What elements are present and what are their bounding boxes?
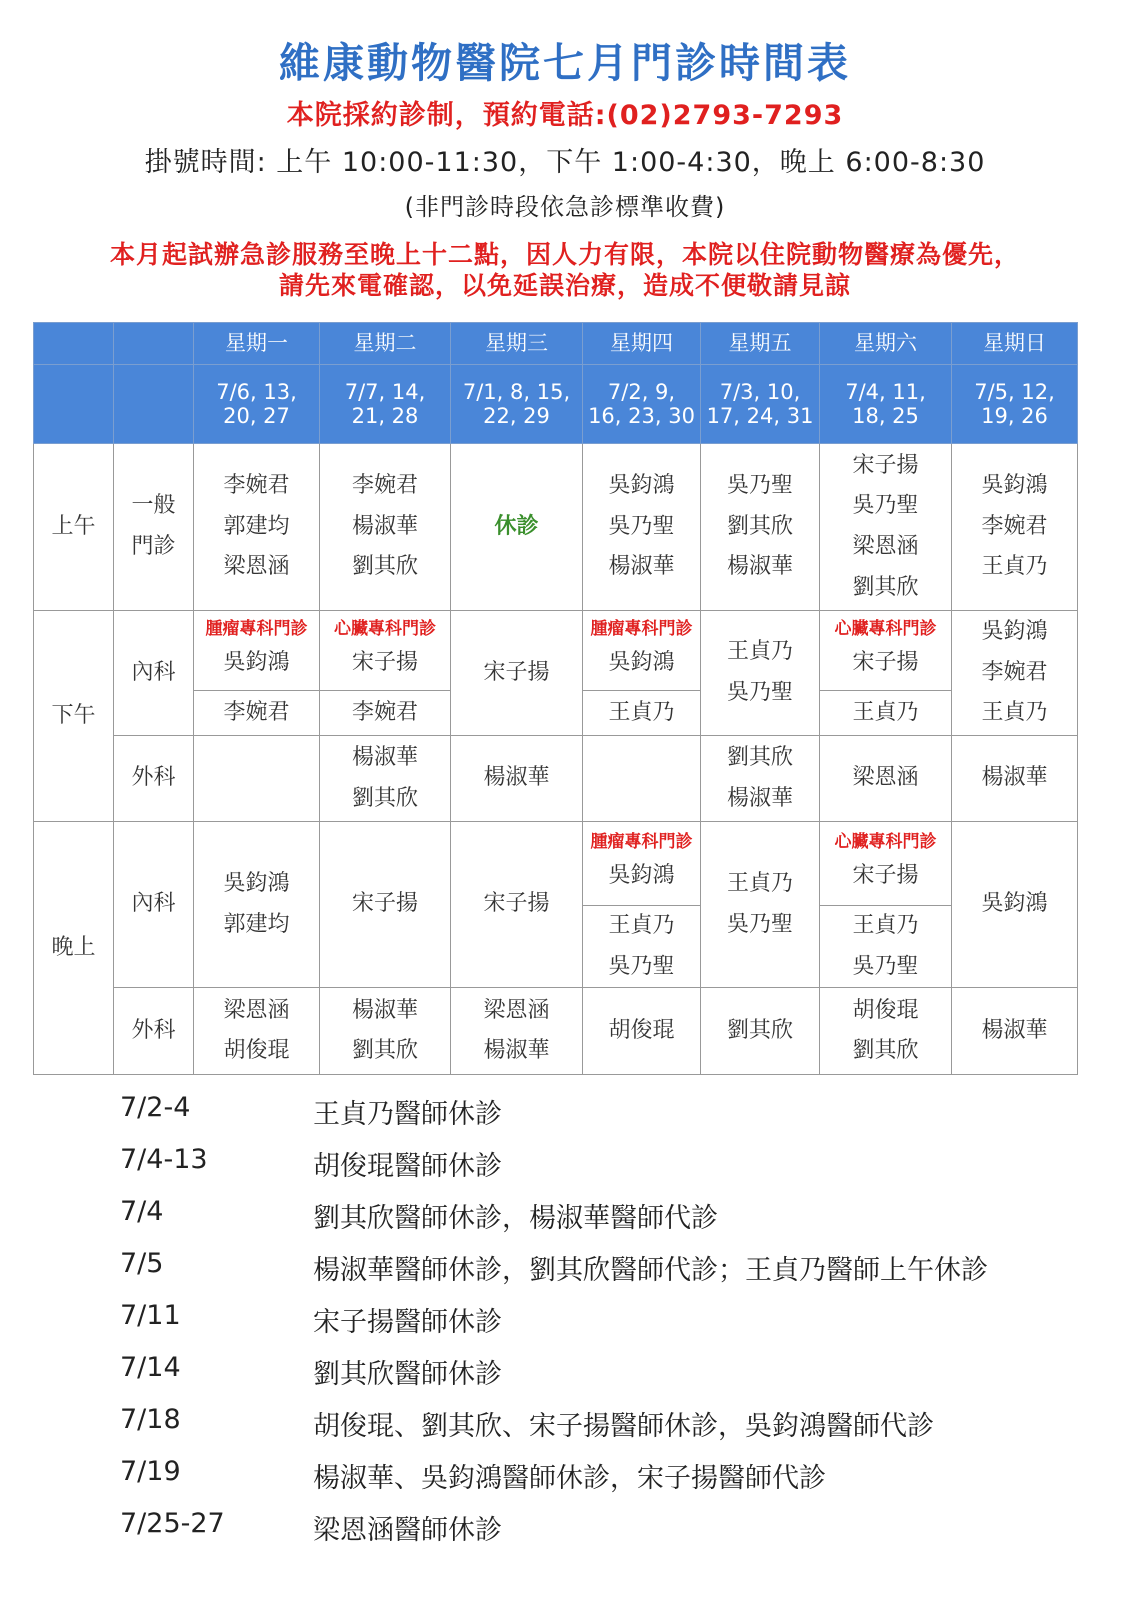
header-corner	[114, 365, 194, 444]
weekday-header-row	[34, 323, 1078, 365]
schedule-cell: 胡俊琨	[583, 988, 701, 1075]
schedule-cell: 王貞乃 吳乃聖	[701, 611, 820, 736]
day-sun: 星期日	[952, 323, 1078, 365]
schedule-cell: 宋子揚	[451, 611, 583, 736]
dates-thu: 7/2, 9, 16, 23, 30	[583, 365, 701, 444]
schedule-cell: 吳鈞鴻 郭建均	[194, 822, 320, 988]
schedule-cell	[583, 736, 701, 822]
dates-sun: 7/5, 12, 19, 26	[952, 365, 1078, 444]
afternoon-internal-row	[34, 611, 1078, 691]
dept-surgery: 外科	[114, 736, 194, 822]
schedule-cell: 吳鈞鴻	[952, 822, 1078, 988]
dept-internal: 內科	[114, 611, 194, 736]
schedule-cell: 吳乃聖 劉其欣 楊淑華	[701, 444, 820, 611]
schedule-cell: 吳鈞鴻 李婉君 王貞乃	[952, 444, 1078, 611]
period-afternoon: 下午	[34, 611, 114, 822]
schedule-cell: 梁恩涵	[820, 736, 952, 822]
tumor-specialty-label: 腫瘤專科門診	[205, 619, 308, 640]
schedule-cell: 胡俊琨 劉其欣	[820, 988, 952, 1075]
emergency-notice-line-2: 請先來電確認，以免延誤治療，造成不便敬請見諒	[278, 271, 851, 300]
note-date: 7/4-13	[120, 1144, 208, 1175]
tumor-specialty-label: 腫瘤專科門診	[590, 619, 693, 640]
note-date: 7/4	[120, 1196, 164, 1227]
dates-header-row	[34, 365, 1078, 444]
note-text: 劉其欣醫師休診，楊淑華醫師代診	[313, 1203, 718, 1234]
cardiac-specialty-label: 心臟專科門診	[834, 832, 937, 853]
dept-internal: 內科	[114, 822, 194, 988]
schedule-table	[33, 322, 1078, 1075]
note-text: 胡俊琨醫師休診	[313, 1151, 502, 1182]
schedule-cell: 劉其欣 楊淑華	[701, 736, 820, 822]
note-text: 王貞乃醫師休診	[313, 1099, 502, 1130]
schedule-cell	[451, 444, 583, 611]
schedule-cell: 楊淑華	[952, 988, 1078, 1075]
note-date: 7/11	[120, 1300, 181, 1331]
schedule-cell: 宋子揚 吳乃聖 梁恩涵 劉其欣	[820, 444, 952, 611]
schedule-cell: 楊淑華 劉其欣	[320, 988, 451, 1075]
cardiac-specialty-label: 心臟專科門診	[334, 619, 436, 640]
dates-tue: 7/7, 14, 21, 28	[320, 365, 451, 444]
header-corner	[114, 323, 194, 365]
dates-sat: 7/4, 11, 18, 25	[820, 365, 952, 444]
schedule-cell: 宋子揚	[451, 822, 583, 988]
schedule-cell: 李婉君	[194, 691, 320, 736]
evening-surgery-row	[34, 988, 1078, 1075]
schedule-cell: 王貞乃	[583, 691, 701, 736]
note-text: 楊淑華醫師休診，劉其欣醫師代診；王貞乃醫師上午休診	[313, 1255, 988, 1286]
day-tue: 星期二	[320, 323, 451, 365]
dept-general: 一般 門診	[114, 444, 194, 611]
day-fri: 星期五	[701, 323, 820, 365]
tumor-specialty-label: 腫瘤專科門診	[590, 832, 693, 853]
note-text: 宋子揚醫師休診	[313, 1307, 502, 1338]
schedule-cell: 王貞乃 吳乃聖	[701, 822, 820, 988]
closed-label: 休診	[494, 513, 539, 539]
dates-fri: 7/3, 10, 17, 24, 31	[701, 365, 820, 444]
schedule-cell: 劉其欣	[701, 988, 820, 1075]
schedule-cell: 吳鈞鴻 李婉君 王貞乃	[952, 611, 1078, 736]
schedule-cell: 王貞乃 吳乃聖	[583, 906, 701, 988]
morning-row	[34, 444, 1078, 611]
schedule-cell: 梁恩涵 楊淑華	[451, 988, 583, 1075]
schedule-cell: 王貞乃	[820, 691, 952, 736]
schedule-cell: 腫瘤專科門診 吳鈞鴻	[583, 611, 701, 691]
note-date: 7/19	[120, 1456, 181, 1487]
schedule-cell: 吳鈞鴻 吳乃聖 楊淑華	[583, 444, 701, 611]
day-sat: 星期六	[820, 323, 952, 365]
schedule-cell: 腫瘤專科門診 吳鈞鴻	[583, 822, 701, 906]
fee-note: (非門診時段依急診標準收費)	[404, 193, 726, 221]
afternoon-surgery-row	[34, 736, 1078, 822]
dates-mon: 7/6, 13, 20, 27	[194, 365, 320, 444]
note-text: 梁恩涵醫師休診	[313, 1515, 502, 1546]
day-mon: 星期一	[194, 323, 320, 365]
evening-internal-row	[34, 822, 1078, 906]
period-evening: 晚上	[34, 822, 114, 1075]
header-corner	[34, 323, 114, 365]
note-text: 胡俊琨、劉其欣、宋子揚醫師休診，吳鈞鴻醫師代診	[313, 1411, 934, 1442]
schedule-cell: 心臟專科門診 宋子揚	[320, 611, 451, 691]
schedule-cell: 李婉君 郭建均 梁恩涵	[194, 444, 320, 611]
day-wed: 星期三	[451, 323, 583, 365]
note-date: 7/18	[120, 1404, 181, 1435]
schedule-cell: 李婉君 楊淑華 劉其欣	[320, 444, 451, 611]
schedule-cell: 楊淑華	[952, 736, 1078, 822]
booking-notice: 本院採約診制，預約電話:(02)2793-7293	[286, 100, 844, 131]
dates-wed: 7/1, 8, 15, 22, 29	[451, 365, 583, 444]
emergency-notice-line-1: 本月起試辦急診服務至晚上十二點，因人力有限，本院以住院動物醫療為優先，	[109, 240, 1020, 269]
schedule-cell: 李婉君	[320, 691, 451, 736]
schedule-cell: 梁恩涵 胡俊琨	[194, 988, 320, 1075]
schedule-cell: 心臟專科門診 宋子揚	[820, 611, 952, 691]
note-date: 7/14	[120, 1352, 181, 1383]
schedule-cell: 腫瘤專科門診 吳鈞鴻	[194, 611, 320, 691]
note-date: 7/5	[120, 1248, 164, 1279]
schedule-cell	[194, 736, 320, 822]
schedule-cell: 宋子揚	[320, 822, 451, 988]
schedule-cell: 王貞乃 吳乃聖	[820, 906, 952, 988]
note-text: 劉其欣醫師休診	[313, 1359, 502, 1390]
note-date: 7/25-27	[120, 1508, 225, 1539]
page-title: 維康動物醫院七月門診時間表	[279, 39, 851, 87]
note-date: 7/2-4	[120, 1092, 191, 1123]
note-text: 楊淑華、吳鈞鴻醫師休診，宋子揚醫師代診	[313, 1463, 826, 1494]
cardiac-specialty-label: 心臟專科門診	[834, 619, 937, 640]
period-morning: 上午	[34, 444, 114, 611]
registration-hours: 掛號時間: 上午 10:00-11:30，下午 1:00-4:30，晚上 6:00-8:30	[144, 147, 986, 178]
schedule-cell: 心臟專科門診 宋子揚	[820, 822, 952, 906]
day-thu: 星期四	[583, 323, 701, 365]
schedule-cell: 楊淑華 劉其欣	[320, 736, 451, 822]
header-corner	[34, 365, 114, 444]
dept-surgery: 外科	[114, 988, 194, 1075]
schedule-cell: 楊淑華	[451, 736, 583, 822]
